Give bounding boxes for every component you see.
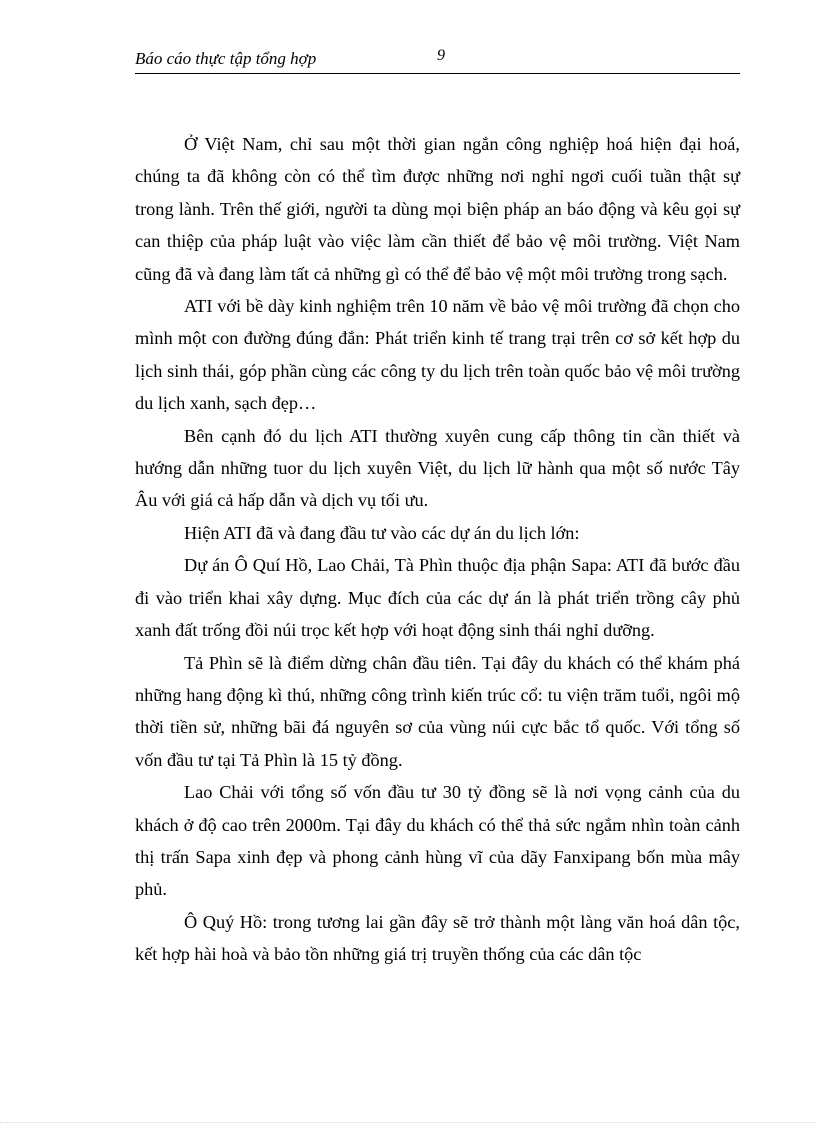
paragraph: Ở Việt Nam, chỉ sau một thời gian ngắn công nghiệp hoá hiện đại hoá, chúng ta đã không còn có thể tìm được những nơi nghỉ ngơi cuối tuần thật sự trong lành. Trên thế giới, người ta dùng mọi biện pháp an báo động và kêu gọi sự can thiệp của pháp luật vào việc làm cần thiết để bảo vệ môi trường. Việt Nam cũng đã và đang làm tất cả những gì có thể để bảo vệ một môi trường trong sạch. — [135, 134, 740, 284]
page-header — [135, 47, 740, 74]
page-number: 9 — [437, 47, 445, 64]
paragraph: Ô Quý Hồ: trong tương lai gần đây sẽ trở thành một làng văn hoá dân tộc, kết hợp hài hoà và bảo tồn những giá trị truyền thống của các dân tộc — [135, 911, 740, 965]
paragraph: Tả Phìn sẽ là điểm dừng chân đầu tiên. Tại đây du khách có thể khám phá những hang động kì thú, những công trình kiến trúc cổ: tu viện trăm tuổi, ngôi mộ thời tiền sử, những bãi đá nguyên sơ của vùng núi cực bắc tổ quốc. Với tổng số vốn đầu tư tại Tả Phìn là 15 tỷ đồng. — [135, 652, 740, 770]
paragraph: ATI với bề dày kinh nghiệm trên 10 năm về bảo vệ môi trường đã chọn cho mình một con đường đúng đắn: Phát triển kinh tế trang trại trên cơ sở kết hợp du lịch sinh thái, góp phần cùng các công ty du lịch trên toàn quốc bảo vệ môi trường du lịch xanh, sạch đẹp… — [135, 296, 740, 414]
paragraph: Hiện ATI đã và đang đầu tư vào các dự án du lịch lớn: — [184, 522, 580, 543]
paragraph: Bên cạnh đó du lịch ATI thường xuyên cung cấp thông tin cần thiết và hướng dẫn những tuor du lịch xuyên Việt, du lịch lữ hành qua một số nước Tây Âu với giá cả hấp dẫn và dịch vụ tối ưu. — [135, 425, 740, 511]
paragraph: Dự án Ô Quí Hồ, Lao Chải, Tà Phìn thuộc địa phận Sapa: ATI đã bước đầu đi vào triển khai xây dựng. Mục đích của các dự án là phát triển trồng cây phủ xanh đất trống đồi núi trọc kết hợp với hoạt động sinh thái nghỉ dưỡng. — [135, 555, 740, 641]
header-title: Báo cáo thực tập tổng hợp — [135, 49, 317, 68]
document-body — [135, 128, 740, 971]
paragraph: Lao Chải với tổng số vốn đầu tư 30 tỷ đồng sẽ là nơi vọng cảnh của du khách ở độ cao trên 2000m. Tại đây du khách có thể thả sức ngắm nhìn toàn cảnh thị trấn Sapa xinh đẹp và phong cảnh hùng vĩ của dãy Fanxipang bốn mùa mây phủ. — [135, 782, 740, 900]
